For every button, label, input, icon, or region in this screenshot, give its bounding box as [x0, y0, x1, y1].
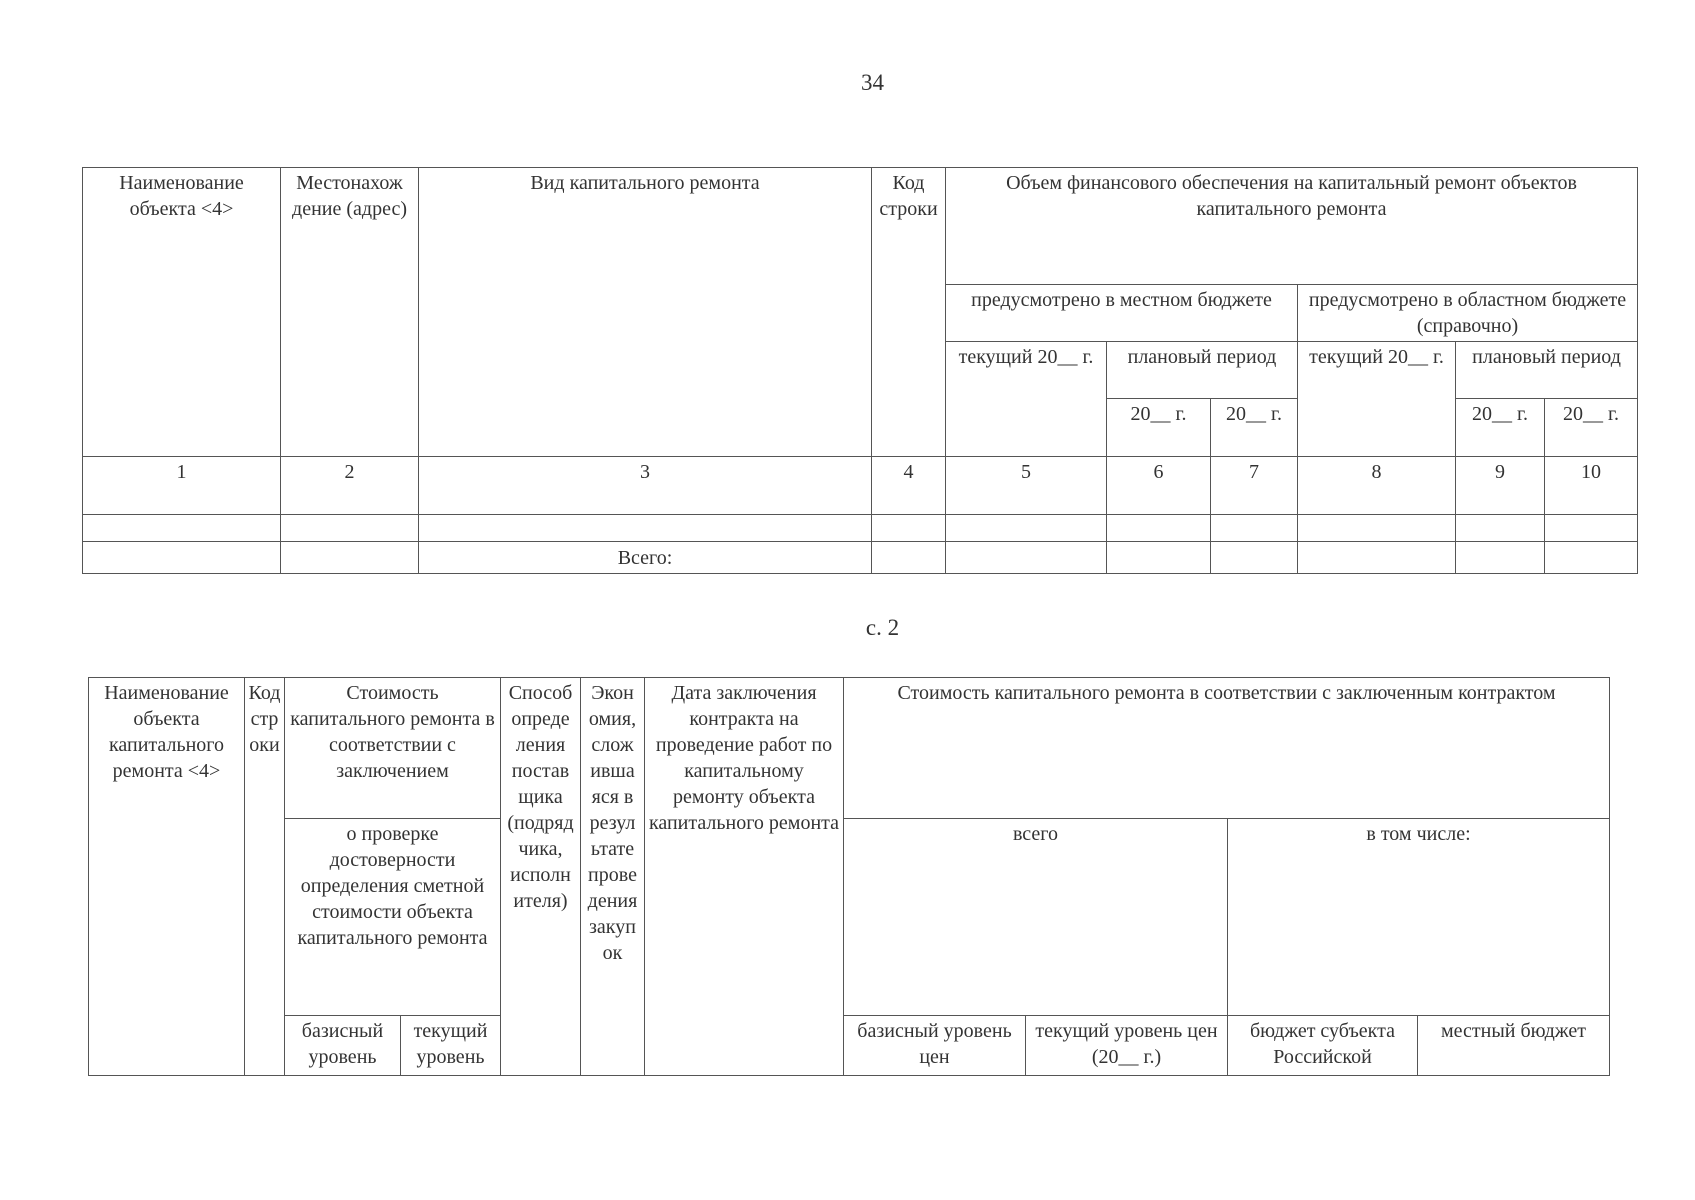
empty-cell — [419, 515, 872, 542]
header-planned-local: плановый период — [1107, 342, 1298, 399]
header-line-code: Код строки — [872, 168, 946, 457]
empty-cell — [1211, 515, 1298, 542]
header-year-2: 20__ г. — [1211, 399, 1298, 457]
header-year-4: 20__ г. — [1545, 399, 1638, 457]
header-base-level: базисный уровень — [285, 1016, 401, 1076]
column-number: 8 — [1298, 457, 1456, 515]
section-label: с. 2 — [865, 615, 900, 640]
column-number: 1 — [83, 457, 281, 515]
capital-repair-contract-table — [88, 677, 1610, 1076]
empty-cell — [281, 515, 419, 542]
header-current-regional: текущий 20__ г. — [1298, 342, 1456, 457]
column-number: 9 — [1456, 457, 1545, 515]
header-object-name: Наименование объекта капитального ремонта <4> — [89, 678, 245, 1076]
header-cost-by-conclusion: Стоимость капитального ремонта в соответствии с заключением — [285, 678, 501, 819]
empty-cell — [1211, 542, 1298, 574]
header-including: в том числе: — [1228, 819, 1610, 1016]
column-number: 2 — [281, 457, 419, 515]
empty-cell — [1545, 542, 1638, 574]
total-label: Всего: — [419, 542, 872, 574]
empty-cell — [1545, 515, 1638, 542]
column-number: 7 — [1211, 457, 1298, 515]
empty-cell — [1107, 515, 1211, 542]
header-location: Местонахож дение (адрес) — [281, 168, 419, 457]
page-number: 34 — [861, 70, 884, 95]
header-total: всего — [844, 819, 1228, 1016]
header-year-3: 20__ г. — [1456, 399, 1545, 457]
header-savings: Экон омия, слож ивша яся в резул ьтате прове дения закуп ок — [581, 678, 645, 1076]
empty-cell — [83, 542, 281, 574]
empty-cell — [281, 542, 419, 574]
column-number: 6 — [1107, 457, 1211, 515]
header-contract-cost: Стоимость капитального ремонта в соответствии с заключенным контрактом — [844, 678, 1610, 819]
column-number: 3 — [419, 457, 872, 515]
empty-cell — [946, 515, 1107, 542]
empty-cell — [1107, 542, 1211, 574]
header-supplier-method: Способ опреде ления постав щика (подряд чика, исполн ителя) — [501, 678, 581, 1076]
empty-cell — [946, 542, 1107, 574]
header-funding-volume: Объем финансового обеспечения на капитальный ремонт объектов капитального ремонта — [946, 168, 1638, 285]
header-regional-budget: предусмотрено в областном бюджете (справочно) — [1298, 285, 1638, 342]
header-planned-regional: плановый период — [1456, 342, 1638, 399]
header-current-price-level: текущий уровень цен (20__ г.) — [1026, 1016, 1228, 1076]
empty-cell — [1298, 542, 1456, 574]
column-number: 10 — [1545, 457, 1638, 515]
empty-cell — [1456, 515, 1545, 542]
total-row — [83, 542, 1638, 574]
header-current-local: текущий 20__ г. — [946, 342, 1107, 457]
header-contract-date: Дата заключения контракта на проведение работ по капитальному ремонту объекта капитального ремонта — [645, 678, 844, 1076]
header-repair-type: Вид капитального ремонта — [419, 168, 872, 457]
header-year-1: 20__ г. — [1107, 399, 1211, 457]
header-verification: о проверке достоверности определения сметной стоимости объекта капитального ремонта — [285, 819, 501, 1016]
column-number: 4 — [872, 457, 946, 515]
empty-cell — [1298, 515, 1456, 542]
capital-repair-funding-table — [82, 167, 1638, 574]
header-line-code: Код стр оки — [245, 678, 285, 1076]
empty-cell — [1456, 542, 1545, 574]
header-local-budget: местный бюджет — [1418, 1016, 1610, 1076]
table-row — [83, 515, 1638, 542]
empty-cell — [872, 542, 946, 574]
header-subject-budget: бюджет субъекта Российской — [1228, 1016, 1418, 1076]
header-current-level: текущий уровень — [401, 1016, 501, 1076]
header-local-budget: предусмотрено в местном бюджете — [946, 285, 1298, 342]
empty-cell — [872, 515, 946, 542]
column-number: 5 — [946, 457, 1107, 515]
header-base-price-level: базисный уровень цен — [844, 1016, 1026, 1076]
header-object-name: Наименование объекта <4> — [83, 168, 281, 457]
empty-cell — [83, 515, 281, 542]
